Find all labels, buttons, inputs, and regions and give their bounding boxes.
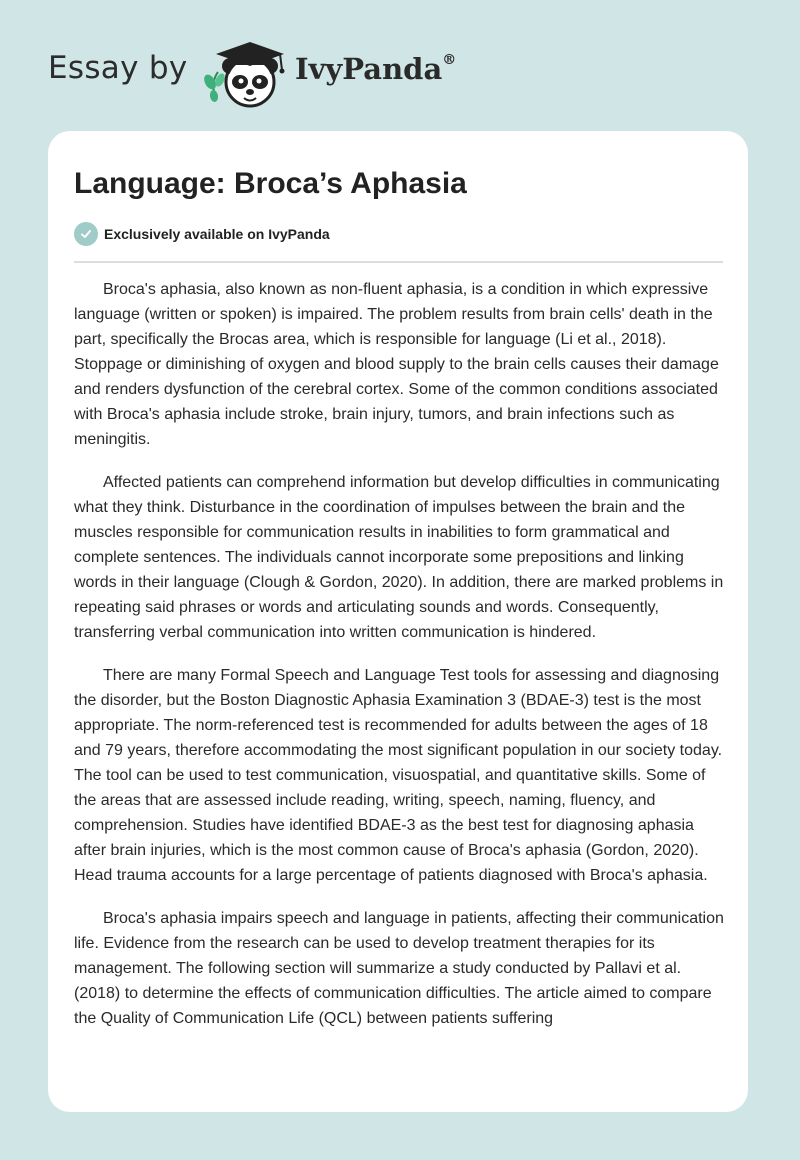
leaf-icon xyxy=(202,72,227,103)
brand-name[interactable] xyxy=(295,52,456,86)
paragraph: There are many Formal Speech and Language Test tools for assessing and diagnosing the disorder, but the Boston Diagnostic Aphasia Examination 3 (BDAE-3) test is the most appropriate. The norm-referenced test is recommended for adults between the ages of 18 and 79 years, therefore accommodating the most significant population in our society today. The tool can be used to test communication, visuospatial, and quantitative skills. Some of the areas that are assessed include reading, writing, speech, naming, fluency, and comprehension. Studies have identified BDAE-3 as the best test for diagnosing aphasia after brain injuries, which is the most common cause of Broca's aphasia (Gordon, 2020). Head trauma accounts for a large percentage of patients diagnosed with Broca's aphasia. xyxy=(74,667,723,884)
site-header xyxy=(0,0,800,130)
essay-card xyxy=(48,131,748,1112)
paragraph: Broca's aphasia impairs speech and language in patients, affecting their communication life. Evidence from the research can be used to develop treatment therapies for its management. The following section will summarize a study conducted by Pallavi et al. (2018) to determine the effects of communication difficulties. The article aimed to compare the Quality of Communication Life (QCL) between patients suffering xyxy=(74,910,724,1027)
essay-body xyxy=(74,277,728,1049)
paragraph: Affected patients can comprehend information but develop difficulties in communicating what they think. Disturbance in the coordination of impulses between the brain and the muscles responsible for communication results in inabilities to form grammatical and complete sentences. The individuals cannot incorporate some prepositions and linking words in their language (Clough & Gordon, 2020). In addition, there are marked problems in repeating said phrases or words and articulating sounds and words. Consequently, transferring verbal communication into written communication is hindered. xyxy=(74,474,724,641)
badge-label: Exclusively available on IvyPanda xyxy=(104,226,330,242)
brand-text: IvyPanda xyxy=(295,52,443,86)
divider xyxy=(74,261,723,263)
registered-mark: ® xyxy=(442,52,457,69)
essay-by-label: Essay by xyxy=(48,50,188,86)
paragraph: Broca's aphasia, also known as non-fluent aphasia, is a condition in which expressive language (written or spoken) is impaired. The problem results from brain cells' death in the part, specifically the Brocas area, which is responsible for language (Li et al., 2018). Stoppage or diminishing of oxygen and blood supply to the brain cells causes their damage and renders dysfunction of the cerebral cortex. Some of the common conditions associated with Broca's aphasia include stroke, brain injury, tumors, and brain infections such as meningitis. xyxy=(74,281,719,448)
panda-logo-icon[interactable] xyxy=(200,36,292,112)
page-title: Language: Broca’s Aphasia xyxy=(74,167,467,200)
exclusive-badge xyxy=(74,222,330,246)
check-icon xyxy=(74,222,98,246)
